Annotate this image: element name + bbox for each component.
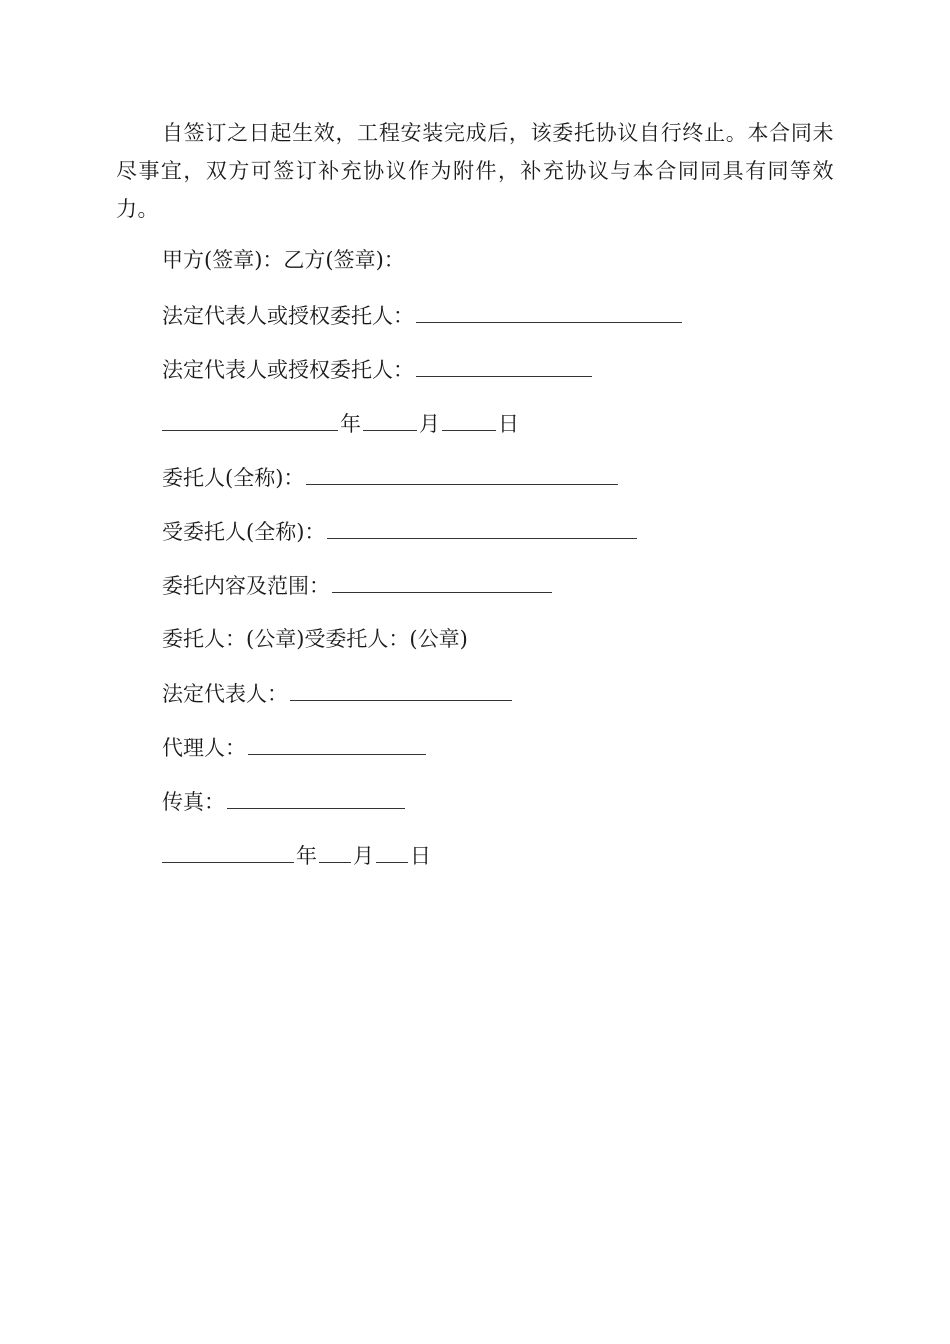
fax-blank[interactable]	[227, 786, 405, 809]
scope-line	[162, 570, 554, 601]
year-blank-2[interactable]	[162, 840, 294, 863]
month-blank-2[interactable]	[319, 840, 351, 863]
agent-full-line	[162, 516, 639, 547]
year-blank-1[interactable]	[162, 408, 338, 431]
proxy-label: 代理人：	[162, 736, 246, 760]
principal-label: 委托人(全称)：	[162, 466, 305, 490]
seals-line	[162, 624, 468, 654]
day-label-2: 日	[410, 844, 431, 868]
legal-rep-blank-3[interactable]	[290, 678, 512, 701]
legal-rep-line-3	[162, 678, 514, 709]
legal-rep-line-1	[162, 300, 684, 331]
fax-line	[162, 786, 407, 817]
legal-rep-blank-1[interactable]	[416, 300, 682, 323]
scope-blank[interactable]	[332, 570, 552, 593]
date-line-2	[162, 840, 431, 871]
day-blank-1[interactable]	[442, 408, 496, 431]
fax-label: 传真：	[162, 790, 225, 814]
legal-rep-blank-2[interactable]	[416, 354, 592, 377]
date-line-1	[162, 408, 519, 439]
legal-rep-line-2	[162, 354, 594, 385]
month-blank-1[interactable]	[363, 408, 417, 431]
scope-label: 委托内容及范围：	[162, 574, 330, 598]
year-label-1: 年	[340, 412, 361, 436]
principal-blank[interactable]	[306, 462, 618, 485]
proxy-line	[162, 732, 428, 763]
principal-line	[162, 462, 620, 493]
agent-full-label: 受委托人(全称)：	[162, 520, 326, 544]
party-signatures-text: 甲方(签章)：乙方(签章)：	[162, 248, 405, 272]
seals-text: 委托人：(公章)受委托人：(公章)	[162, 627, 468, 651]
legal-rep-label-2: 法定代表人或授权委托人：	[162, 358, 414, 382]
proxy-blank[interactable]	[248, 732, 426, 755]
month-label-1: 月	[419, 412, 440, 436]
month-label-2: 月	[353, 844, 374, 868]
day-blank-2[interactable]	[376, 840, 408, 863]
day-label-1: 日	[498, 412, 519, 436]
party-signatures-line	[162, 245, 405, 275]
agent-full-blank[interactable]	[327, 516, 637, 539]
year-label-2: 年	[296, 844, 317, 868]
intro-paragraph: 自签订之日起生效，工程安装完成后，该委托协议自行终止。本合同未尽事宜，双方可签订补充协议作为附件，补充协议与本合同同具有同等效力。	[116, 121, 834, 221]
legal-rep-label: 法定代表人：	[162, 682, 288, 706]
legal-rep-label-1: 法定代表人或授权委托人：	[162, 304, 414, 328]
